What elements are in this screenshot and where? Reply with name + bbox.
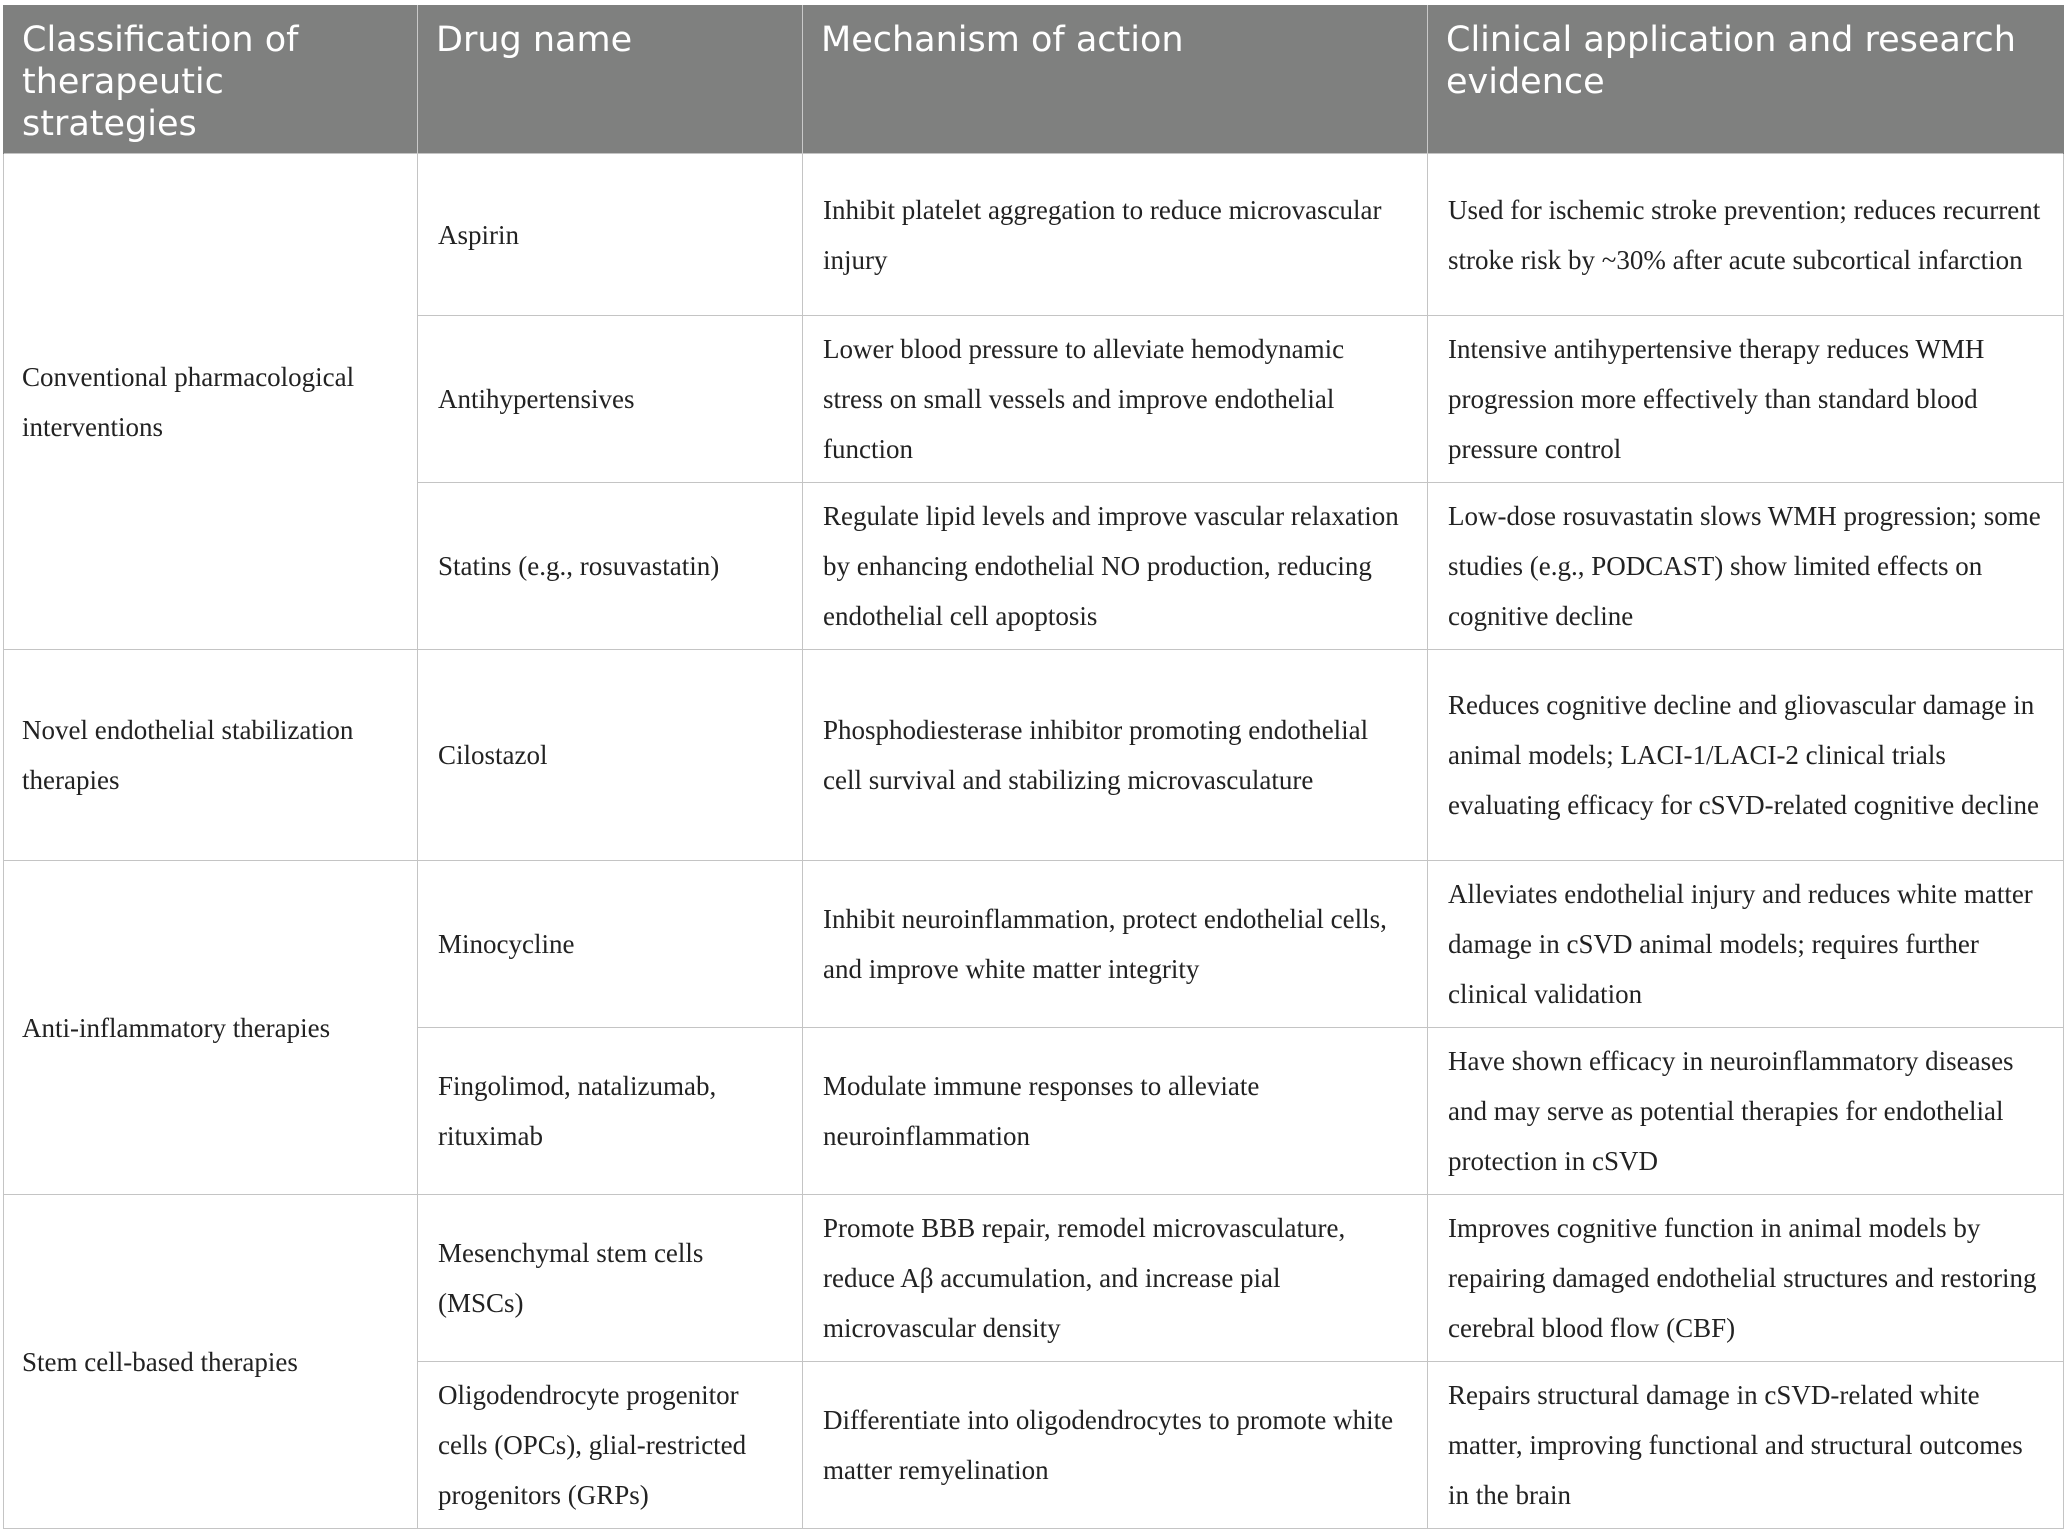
- mechanism-cell: Regulate lipid levels and improve vascular relaxation by enhancing endothelial NO production, reducing endothelial cell apoptosis: [803, 483, 1428, 650]
- mechanism-cell: Inhibit platelet aggregation to reduce microvascular injury: [803, 154, 1428, 316]
- table-header: [4, 5, 2064, 154]
- table-body: [4, 154, 2064, 1529]
- header-mechanism: Mechanism of action: [803, 5, 1428, 154]
- classification-cell: Conventional pharmacological interventions: [4, 154, 418, 650]
- mechanism-cell: Phosphodiesterase inhibitor promoting endothelial cell survival and stabilizing microvasculature: [803, 650, 1428, 861]
- drug-cell: Antihypertensives: [418, 316, 803, 483]
- evidence-cell: Have shown efficacy in neuroinflammatory diseases and may serve as potential therapies for endothelial protection in cSVD: [1428, 1028, 2064, 1195]
- evidence-cell: Used for ischemic stroke prevention; reduces recurrent stroke risk by ~30% after acute subcortical infarction: [1428, 154, 2064, 316]
- evidence-cell: Reduces cognitive decline and gliovascular damage in animal models; LACI-1/LACI-2 clinical trials evaluating efficacy for cSVD-related cognitive decline: [1428, 650, 2064, 861]
- therapy-table: [3, 5, 2064, 1529]
- table-row: [4, 154, 2064, 316]
- drug-cell: Aspirin: [418, 154, 803, 316]
- evidence-cell: Intensive antihypertensive therapy reduces WMH progression more effectively than standard blood pressure control: [1428, 316, 2064, 483]
- evidence-cell: Repairs structural damage in cSVD-related white matter, improving functional and structural outcomes in the brain: [1428, 1362, 2064, 1529]
- classification-cell: Stem cell-based therapies: [4, 1195, 418, 1529]
- drug-cell: Oligodendrocyte progenitor cells (OPCs), glial-restricted progenitors (GRPs): [418, 1362, 803, 1529]
- classification-cell: Anti-inflammatory therapies: [4, 861, 418, 1195]
- header-drug-name: Drug name: [418, 5, 803, 154]
- mechanism-cell: Modulate immune responses to alleviate neuroinflammation: [803, 1028, 1428, 1195]
- table-row: [4, 1195, 2064, 1362]
- drug-cell: Statins (e.g., rosuvastatin): [418, 483, 803, 650]
- table-row: [4, 650, 2064, 861]
- header-classification: Classification of therapeutic strategies: [4, 5, 418, 154]
- header-row: [4, 5, 2064, 154]
- mechanism-cell: Lower blood pressure to alleviate hemodynamic stress on small vessels and improve endothelial function: [803, 316, 1428, 483]
- header-evidence: Clinical application and research evidence: [1428, 5, 2064, 154]
- drug-cell: Cilostazol: [418, 650, 803, 861]
- mechanism-cell: Promote BBB repair, remodel microvasculature, reduce Aβ accumulation, and increase pial microvascular density: [803, 1195, 1428, 1362]
- evidence-cell: Low-dose rosuvastatin slows WMH progression; some studies (e.g., PODCAST) show limited effects on cognitive decline: [1428, 483, 2064, 650]
- drug-cell: Mesenchymal stem cells (MSCs): [418, 1195, 803, 1362]
- evidence-cell: Alleviates endothelial injury and reduces white matter damage in cSVD animal models; requires further clinical validation: [1428, 861, 2064, 1028]
- drug-cell: Fingolimod, natalizumab, rituximab: [418, 1028, 803, 1195]
- classification-cell: Novel endothelial stabilization therapies: [4, 650, 418, 861]
- table-row: [4, 861, 2064, 1028]
- evidence-cell: Improves cognitive function in animal models by repairing damaged endothelial structures and restoring cerebral blood flow (CBF): [1428, 1195, 2064, 1362]
- drug-cell: Minocycline: [418, 861, 803, 1028]
- mechanism-cell: Inhibit neuroinflammation, protect endothelial cells, and improve white matter integrity: [803, 861, 1428, 1028]
- mechanism-cell: Differentiate into oligodendrocytes to promote white matter remyelination: [803, 1362, 1428, 1529]
